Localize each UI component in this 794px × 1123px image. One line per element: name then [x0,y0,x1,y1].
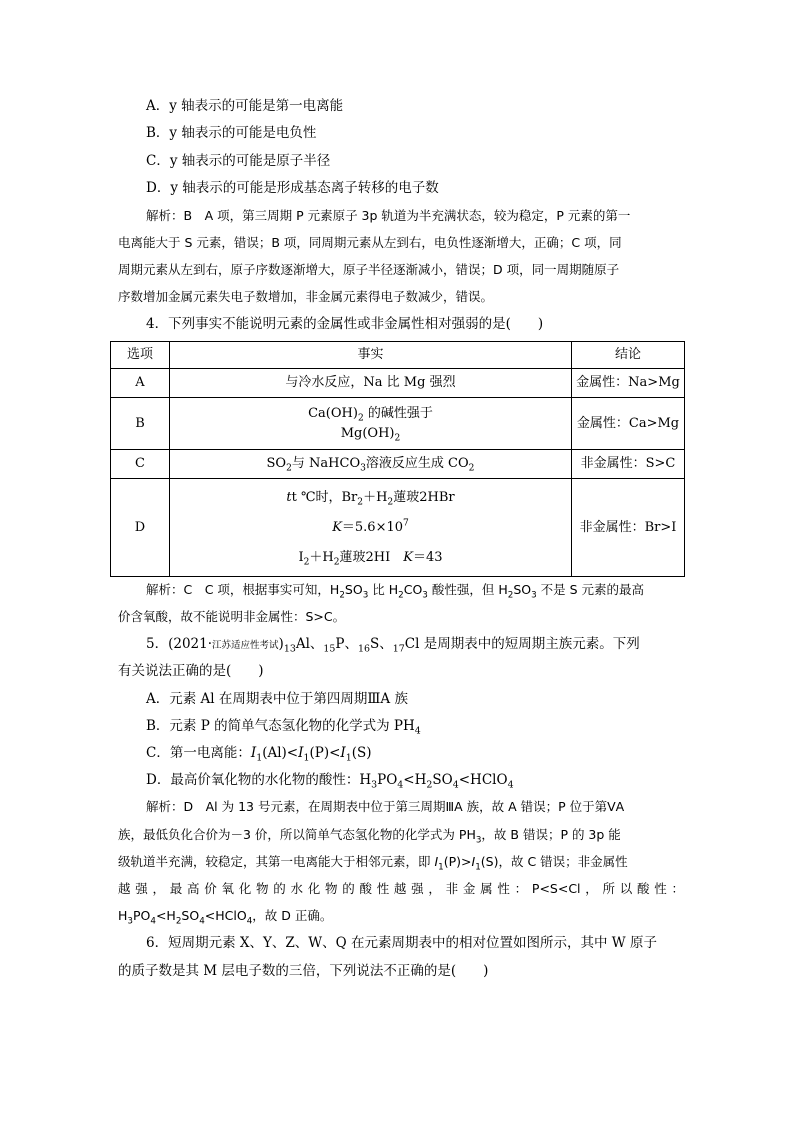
q3-analysis-line-3: 周期元素从左到右，原子序数逐渐增大，原子半径逐渐减小，错误；D 项，同一周期随原子 [118,262,620,277]
header-option: 选项 [111,342,170,369]
header-fact: 事实 [170,342,572,369]
q5-analysis-line-1: 解析：D Al 为 13 号元素，在周期表中位于第三周期ⅢA 族，故 A 错误；P 位于第ⅤA [146,799,625,814]
q3-option-b: B．y 轴表示的可能是电负性 [146,125,317,141]
q5-source: 江苏适应性考试 [212,640,279,651]
q5-option-d: D．最高价氧化物的水化物的酸性：$H_3PO_4<H_2SO_4<HClO_4$ [146,772,514,791]
q4-analysis-line-2: 价含氧酸，故不能说明非金属性：S>C。 [118,609,346,624]
q5-analysis-line-2: 族，最低负化合价为－3 价，所以简单气态氢化物的化学式为 $PH_3$，故 B 错误；P 的 3p 能 [118,827,621,846]
row-c-conclusion: 非金属性：S>C [572,450,685,479]
q3-analysis-line-4: 序数增加金属元素失电子数增加，非金属元素得电子数减少，错误。 [118,289,494,304]
q5-analysis-line-5: $H_3PO_4<H_2SO_4<HClO_4$，故 D 正确。 [118,908,333,927]
row-a-conclusion: 金属性：Na>Mg [572,369,685,398]
row-c-fact: $SO_2$与 NaHCO$_3$溶液反应生成 $CO_2$ [170,450,572,479]
row-d-conclusion: 非金属性：Br>I [572,479,685,577]
q4-table [110,341,685,577]
row-a-option: A [111,369,170,398]
row-d-option: D [111,479,170,577]
q5-option-c: C．第一电离能：$I_1(Al)<I_1(P)<I_1(S)$ [146,745,372,764]
q3-option-a: A．y 轴表示的可能是第一电离能 [146,98,344,114]
row-b-conclusion: 金属性：Ca>Mg [572,398,685,450]
q6-stem-line-2: 的质子数是其 M 层电子数的三倍，下列说法不正确的是( ) [118,963,489,979]
row-d-fact: tt ℃时，$Br_2+H_2$蓮玻2HBr $K=5.6\times 10^7$ $I_2+H_2$蓮玻2HI K＝43 [170,479,572,577]
row-b-option: B [111,398,170,450]
q3-analysis-line-1: 解析：B A 项，第三周期 P 元素原子 3p 轨道为半充满状态，较为稳定，P 元素的第一 [146,208,631,223]
q5-analysis-line-3: 级轨道半充满，较稳定，其第一电离能大于相邻元素，即 $I_1(P)>I_1(S)$，故 C 错误；非金属性 [118,854,628,873]
q5-option-a: A．元素 Al 在周期表中位于第四周期ⅢA 族 [146,691,408,707]
row-c-option: C [111,450,170,479]
q5-stem-line-2: 有关说法正确的是( ) [118,663,264,679]
row-b-fact: $Ca(OH)_2$ 的碱性强于 $Mg(OH)_2$ [170,398,572,450]
q3-option-d: D．y 轴表示的可能是形成基态离子转移的电子数 [146,180,439,196]
q6-stem-line-1: 6．短周期元素 X、Y、Z、W、Q 在元素周期表中的相对位置如图所示，其中 W 原子 [146,935,657,951]
header-conclusion: 结论 [572,342,685,369]
row-a-fact: 与冷水反应，Na 比 Mg 强烈 [170,369,572,398]
q3-option-c: C．y 轴表示的可能是原子半径 [146,153,331,169]
q5-option-b: B．元素 P 的简单气态氢化物的化学式为 $PH_4$ [146,718,421,737]
q4-stem: 4．下列事实不能说明元素的金属性或非金属性相对强弱的是( ) [146,316,544,332]
q5-analysis-line-4: 越强，最高价氧化物的水化物的酸性越强，非金属性：P<S<Cl，所以酸性： [118,881,684,896]
q3-analysis-line-2: 电离能大于 S 元素，错误；B 项，同周期元素从左到右，电负性逐渐增大，正确；C 项，同 [118,235,622,250]
q4-analysis-line-1: 解析：C C 项，根据事实可知，$H_2SO_3$ 比 $H_2CO_3$ 酸性强，但 $H_2SO_3$ 不是 S 元素的最高 [146,582,645,601]
q5-stem-line-1: 5．(2021·江苏适应性考试)$_{13}Al$、$_{15}$P、$_{16}$S、$_{17}$Cl 是周期表中的短周期主族元素。下列 [146,636,640,655]
